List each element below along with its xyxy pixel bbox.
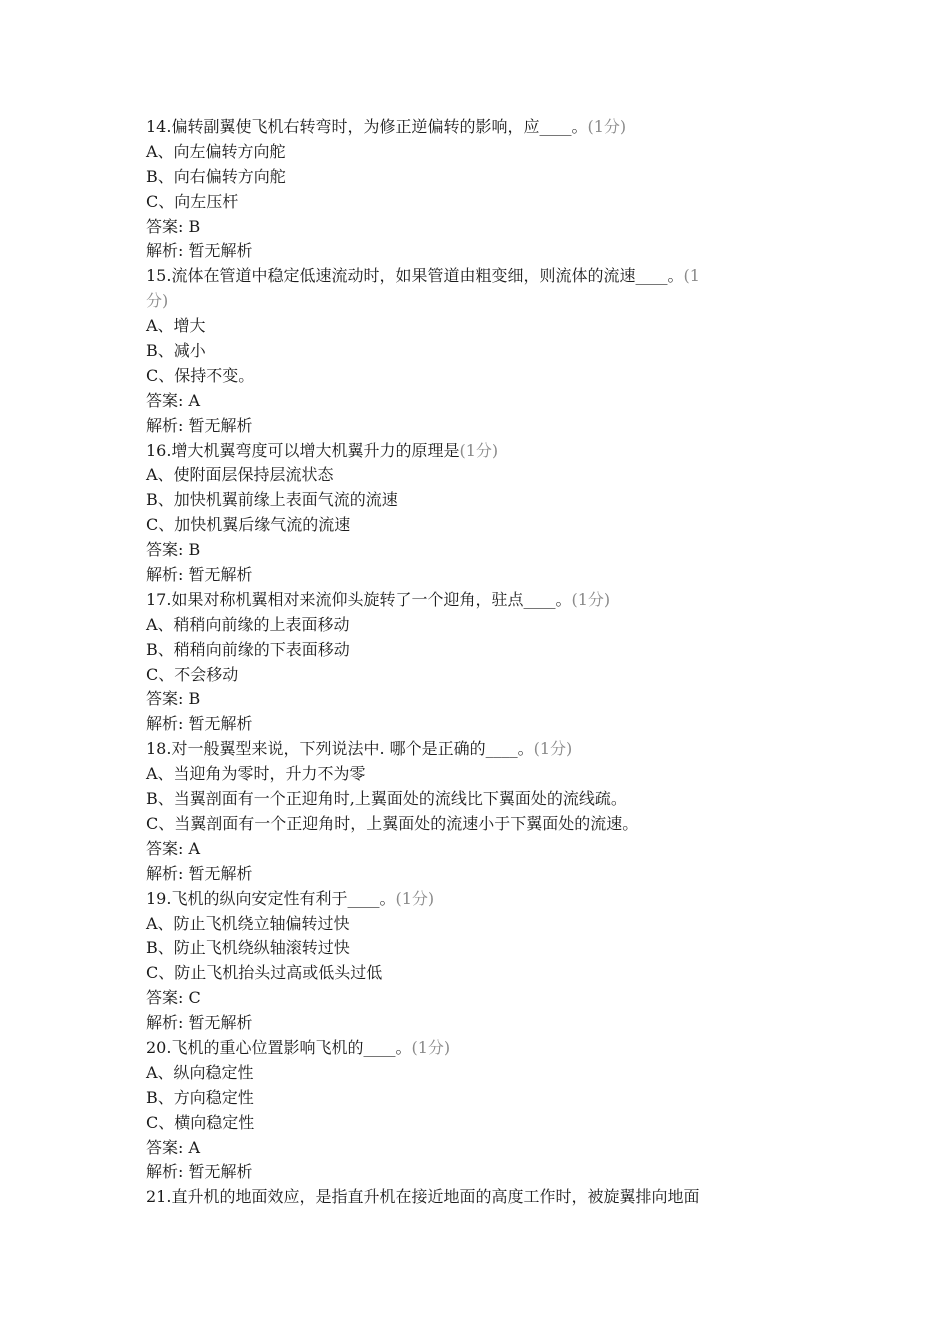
analysis: 解析: 暂无解析: [146, 1013, 253, 1033]
question-15-text: [146, 264, 816, 289]
question-19-text: [146, 887, 816, 912]
question-score-part2: 分): [146, 291, 169, 311]
option-a: A、防止飞机绕立轴偏转过快: [146, 913, 350, 933]
answer: 答案: A: [146, 390, 201, 410]
answer: 答案: A: [146, 1137, 201, 1157]
question-stem: 18.对一般翼型来说，下列说法中. 哪个是正确的____。: [146, 739, 534, 759]
answer: 答案: C: [146, 988, 201, 1008]
option-a: A、向左偏转方向舵: [146, 141, 286, 161]
answer: 答案: A: [146, 838, 201, 858]
question-stem: 15.流体在管道中稳定低速流动时，如果管道由粗变细，则流体的流速____。: [146, 266, 684, 286]
question-16-text: [146, 439, 816, 464]
question-stem: 16.增大机翼弯度可以增大机翼升力的原理是: [146, 440, 460, 460]
option-a: A、稍稍向前缘的上表面移动: [146, 614, 350, 634]
option-b: B、当翼剖面有一个正迎角时,上翼面处的流线比下翼面处的流线疏。: [146, 789, 627, 809]
option-c: C、防止飞机抬头过高或低头过低: [146, 963, 383, 983]
question-17-text: [146, 588, 816, 613]
option-c: C、保持不变。: [146, 365, 255, 385]
question-stem: 14.偏转副翼使飞机右转弯时，为修正逆偏转的影响，应____。: [146, 117, 588, 136]
question-score: (1分): [459, 440, 499, 460]
question-score: (1分): [411, 1037, 451, 1057]
answer: 答案: B: [146, 216, 201, 236]
question-stem: 21.直升机的地面效应，是指直升机在接近地面的高度工作时，被旋翼排向地面: [146, 1187, 700, 1207]
analysis: 解析: 暂无解析: [146, 241, 253, 261]
question-18-text: [146, 737, 816, 762]
analysis: 解析: 暂无解析: [146, 1162, 253, 1182]
question-score-part1: (1: [683, 266, 700, 286]
option-a: A、使附面层保持层流状态: [146, 465, 334, 485]
option-c: C、当翼剖面有一个正迎角时，上翼面处的流速小于下翼面处的流速。: [146, 813, 639, 833]
analysis: 解析: 暂无解析: [146, 415, 253, 435]
question-stem: 20.飞机的重心位置影响飞机的____。: [146, 1037, 412, 1057]
analysis: 解析: 暂无解析: [146, 714, 253, 734]
option-b: B、减小: [146, 341, 206, 361]
option-c: C、向左压杆: [146, 191, 239, 211]
option-c: C、不会移动: [146, 664, 239, 684]
question-score: (1分): [587, 117, 627, 136]
question-20-text: [146, 1036, 816, 1061]
question-score: (1分): [533, 739, 573, 759]
option-a: A、纵向稳定性: [146, 1062, 254, 1082]
option-b: B、方向稳定性: [146, 1087, 254, 1107]
question-score: (1分): [395, 888, 435, 908]
document-body: [146, 115, 816, 1210]
question-stem: 19.飞机的纵向安定性有利于____。: [146, 888, 396, 908]
option-b: B、防止飞机绕纵轴滚转过快: [146, 938, 350, 958]
question-21-text: [146, 1185, 816, 1210]
question-stem: 17.如果对称机翼相对来流仰头旋转了一个迎角，驻点____。: [146, 589, 572, 609]
answer: 答案: B: [146, 689, 201, 709]
option-b: B、稍稍向前缘的下表面移动: [146, 639, 350, 659]
option-a: A、增大: [146, 316, 206, 336]
option-c: C、加快机翼后缘气流的流速: [146, 515, 351, 535]
option-a: A、当迎角为零时，升力不为零: [146, 764, 366, 784]
option-b: B、加快机翼前缘上表面气流的流速: [146, 490, 398, 510]
option-b: B、向右偏转方向舵: [146, 166, 286, 186]
question-14-text: [146, 115, 816, 140]
question-score: (1分): [571, 589, 611, 609]
answer: 答案: B: [146, 540, 201, 560]
analysis: 解析: 暂无解析: [146, 863, 253, 883]
analysis: 解析: 暂无解析: [146, 565, 253, 585]
option-c: C、横向稳定性: [146, 1112, 255, 1132]
